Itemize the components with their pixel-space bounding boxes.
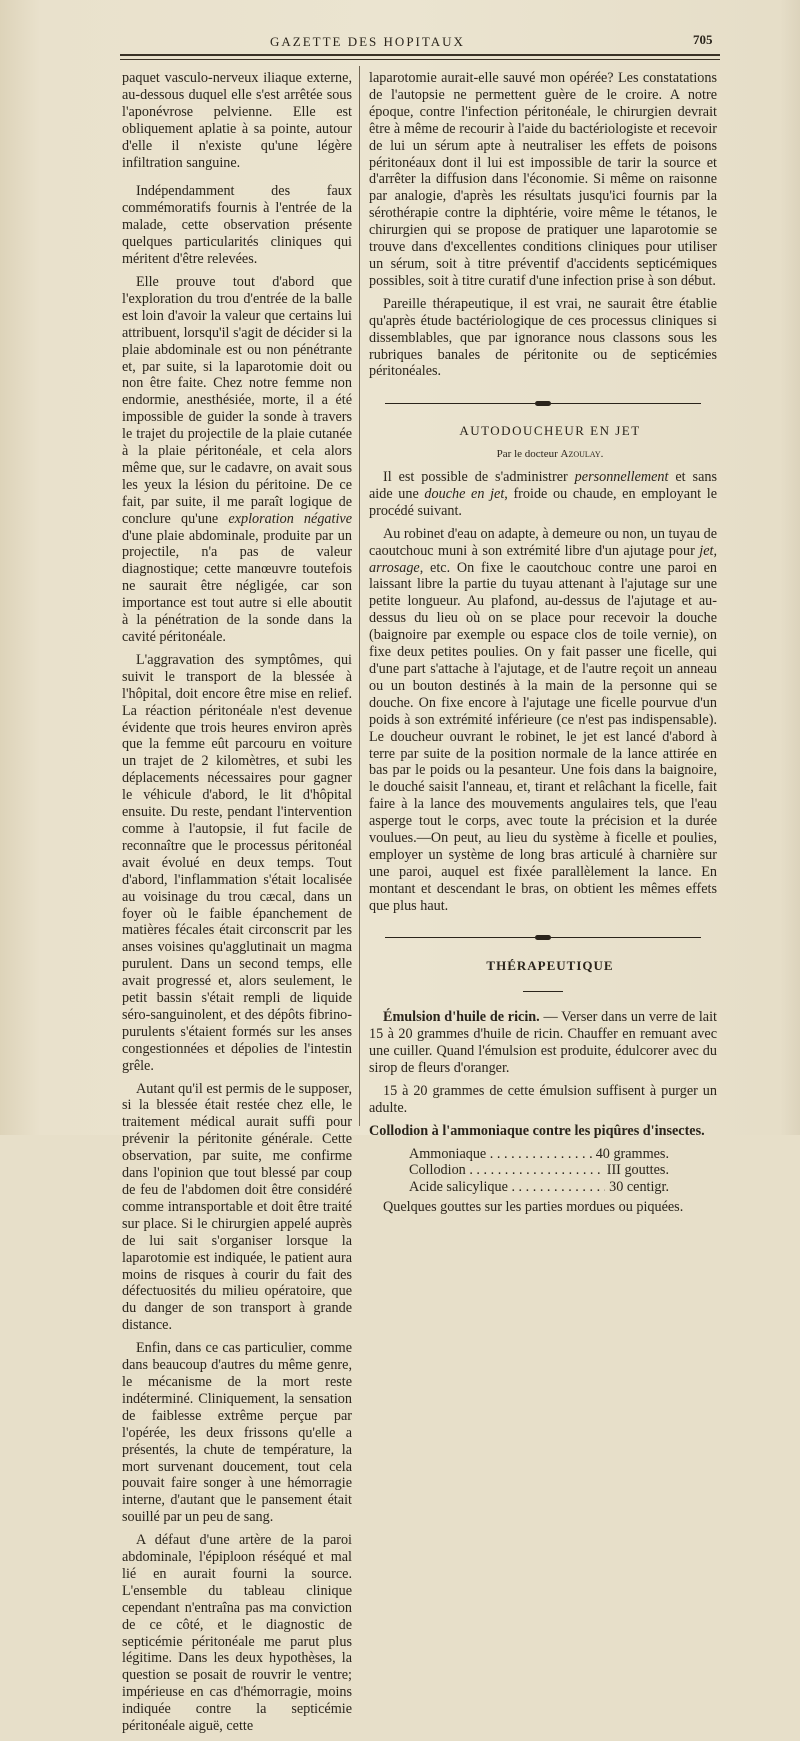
paragraph (369, 469, 717, 520)
ingredient-name: Acide salicylique . . . (409, 1179, 605, 1196)
ingredient-name: Ammoniaque . . . (409, 1146, 592, 1163)
emphasis-text: exploration négative (228, 510, 352, 527)
paragraph (369, 1009, 717, 1077)
paragraph: Pareille thérapeutique, il est vrai, ne saurait être établie qu'après étude bactériologique de ces processus cliniques si dissemblables, que par ignorance nous classons sous les rubriques banales de péritonite ou de septicémies péritonéales. (369, 295, 717, 380)
column-divider (359, 66, 360, 1126)
divider-ornament (535, 401, 551, 406)
ingredient-quantity: 40 grammes. (595, 1145, 669, 1162)
emphasis-text: personnellement (574, 469, 669, 486)
paragraph: 15 à 20 grammes de cette émulsion suffisent à purger un adulte. (369, 1082, 717, 1116)
divider-ornament (535, 935, 551, 940)
paragraph: Autant qu'il est permis de le supposer, si la blessée était restée chez elle, le traitement médical aurait suffi pour prévenir la péritonite générale. Cette observation, par suite, me confirme dans l'opinion que tout blessé par coup de feu de l'abdomen doit être considéré comme intransportable et doit être traité sur place. Si le chirurgien appelé auprès de lui sait s'organiser lorsque la laparotomie est indiquée, le patient aura moins de risques à courir du fait des défectuosités du milieu opératoire, que du danger de son transport à grande distance. (122, 1080, 352, 1334)
short-rule (369, 980, 717, 997)
ornamental-divider (369, 394, 717, 411)
paragraph: A défaut d'une artère de la paroi abdominale, l'épiploon réséqué et mal lié en aurait fourni la source. L'ensemble du tableau clinique cependant n'entraîna pas ma conviction de ce côté, et le diagnostic de septicémie péritonéale me parut plus légitime. Dans les deux hypothèses, la question se posait de rouvrir le ventre; impérieuse en cas d'hémorragie, moins indiquée contre la septicémie péritonéale aiguë, cette (122, 1532, 352, 1735)
header-rule-thin (120, 59, 720, 60)
right-column (369, 70, 717, 1222)
text-run: , froide ou chaude, en employant le procédé suivant. (369, 485, 717, 519)
text-run: , etc. On fixe le caoutchouc contre une paroi en laissant libre la partie du tuyau attenant à l'ajutage sur une petite longueur. Au plafond, au-dessus de l'ajutage et au-dessus du lieu où on se place pour recevoir la douche (baignoire par exemple ou espace clos de toile vernie), on fixe deux petites poulies. On y fait passer une ficelle, qui d'une part s'attache à l'ajutage, et de l'autre reçoit un anneau ou un bouton destinés à la main de la personne qui se douche. On fixe encore à l'ajutage une ficelle pourvue d'un poids à son extrémité inférieure (ce n'est pas indispensable). Le doucheur ouvrant le robinet, le jet est lancé d'abord à terre par suite de la position normale de la lance attirée en bas par le poids ou la pesanteur. Une fois dans la baignoire, le douché saisit l'anneau, et, tirant et relâchant la ficelle, fait faire à la lance des mouvements angulaires tels, que l'eau asperge tout le corps, avec toute la précision et la durée voulues.—On peut, au lieu du système à ficelle et poulies, employer un système de long bras articulé à charnière sur une paroi, auquel est fixée parallèlement la lance. En montant et descendant le bras, on obtient les mêmes effets que plus haut. (369, 559, 717, 914)
byline (369, 446, 717, 463)
recipe-row (409, 1146, 669, 1163)
recipe-heading: Collodion à l'ammoniaque contre les piqûres d'insectes. (369, 1122, 705, 1139)
paragraph: Enfin, dans ce cas particulier, comme dans beaucoup d'autres du même genre, le mécanisme de la mort reste indéterminé. Cliniquement, la sensation de faiblesse extrême perçue par l'opérée, les deux frissons qu'elle a présentés, la chute de température, la mort survenant doucement, tout cela pouvait faire songer à une hémorragie interne, d'autant que le pansement était souillé par un peu de sang. (122, 1340, 352, 1526)
divider-line (551, 937, 701, 938)
divider-line (385, 937, 535, 938)
text-run: d'une plaie abdominale, produite par un projectile, n'a pas de valeur diagnostique; cette manœuvre toutefois ne saurait être négligée, car son importance est tout autre si elle aboutit à la pénétration de la sonde dans la cavité péritonéale. (122, 527, 352, 645)
page-header (0, 0, 800, 62)
ingredient-name: Collodion . . . (409, 1162, 603, 1179)
ingredient-quantity: 30 centigr. (609, 1178, 669, 1195)
text-run: et sans aide une (369, 469, 717, 502)
text-run: Il est possible de s'administrer (383, 469, 575, 486)
recipe-list (369, 1146, 717, 1196)
ornamental-divider (369, 929, 717, 946)
recipe-row (409, 1162, 669, 1179)
ingredient-quantity: III gouttes. (606, 1162, 669, 1179)
header-rule-thick (120, 54, 720, 56)
byline-prefix: Par le docteur (496, 448, 561, 461)
recipe-row (409, 1179, 669, 1196)
divider-line (385, 403, 535, 404)
text-run: Au robinet d'eau on adapte, à demeure ou non, un tuyau de caoutchouc muni à son extrémité libre d'un ajutage pour (369, 525, 717, 559)
paragraph (122, 274, 352, 646)
text-run: Elle prouve tout d'abord que l'exploration du trou d'entrée de la balle est loin d'avoir la valeur que certains lui attribuent, lorsqu'il s'agit de décider si la plaie abdominale est ou non pénétrante et, par suite, si la laparotomie doit ou non être faite. Chez notre femme non endormie, anesthésiée, morte, il a été impossible de guider la sonde à travers le trajet du projectile de la plaie cutanée à la plaie péritonéale, et cela alors même que, sur le cadavre, on avait sous les yeux la lésion du péritoine. De ce fait, par suite, il me paraît logique de conclure qu'une (122, 273, 352, 527)
section-title: AUTODOUCHEUR EN JET (459, 423, 641, 439)
left-column (122, 70, 352, 1741)
journal-title: GAZETTE DES HOPITAUX (270, 34, 465, 49)
emphasis-text: douche en jet (424, 485, 505, 502)
paragraph: Quelques gouttes sur les parties mordues ou piquées. (383, 1199, 684, 1216)
divider-line (551, 403, 701, 404)
emphasis-text: jet, arrosage (369, 542, 717, 576)
paragraph: laparotomie aurait-elle sauvé mon opérée? Les constatations de l'autopsie ne permettent guère de le croire. A notre époque, contre l'infection péritonéale, le chirurgien devrait être à même de recourir à l'aide du bactériologiste et recevoir de lui un sérum apte à neutraliser les effets de poisons péritonéaux dont il lui est impossible de tarir la source et d'arrêter la diffusion dans l'économie. Si même on raisonne par analogie, d'après les résultats jusqu'ici fournis par la sérothérapie contre la diphtérie, voire même le tétanos, le chirurgien qui se propose de pratiquer une laparotomie se trouve dans d'excellentes conditions cliniques pour utiliser un sérum, soit à titre préventif d'accidents septicémiques possibles, soit à titre curatif d'une infection prise à son début. (369, 70, 717, 289)
page-number: 705 (693, 32, 713, 47)
recipe-heading: Émulsion d'huile de ricin. (383, 1009, 540, 1026)
paragraph: paquet vasculo-nerveux iliaque externe, au-dessous duquel elle s'est arrêtée sous l'aponévrose pelvienne. Elle est obliquement aplatie à sa pointe, autour d'elle il n'existe qu'une légère infiltration sanguine. (122, 70, 352, 171)
paragraph: Indépendamment des faux commémoratifs fournis à l'entrée de la malade, cette observation présente quelques particularités cliniques qui méritent d'être relevées. (122, 183, 352, 268)
text-run: — Verser dans un verre de lait 15 à 20 grammes d'huile de ricin. Chauffer en remuant avec une cuiller. Quand l'émulsion est produite, édulcorer avec du sirop de fleurs d'oranger. (369, 1009, 717, 1077)
paragraph: L'aggravation des symptômes, qui suivit le transport de la blessée à l'hôpital, doit encore être mise en relief. La réaction péritonéale n'est devenue évidente que trois heures environ après que la femme eût parcouru en voiture un trajet de 2 kilomètres, et subi les déplacements nécessaires pour gagner le véhicule d'abord, le lit d'hôpital ensuite. Du reste, pendant l'intervention comme à l'autopsie, il fut facile de reconnaître que le processus péritonéal avait évolué en deux temps. Tout d'abord, l'inflammation s'était localisée au voisinage du trou cæcal, dans un foyer où le faible épanchement de matières fécales était circonscrit par les anses voisines qu'agglutinait un magma purulent. Dans un second temps, elle avait progressé et, alors seulement, le petit bassin s'était rempli de liquide séro-sanguinolent, et des dépôts fibrino-purulents s'étaient formés sur les anses congestionnées et dépolies de l'intestin grêle. (122, 651, 352, 1074)
paragraph (369, 526, 717, 915)
paragraph (369, 1123, 717, 1140)
author-name: Azoulay. (560, 448, 604, 461)
therapeutique-title: THÉRAPEUTIQUE (486, 957, 614, 973)
